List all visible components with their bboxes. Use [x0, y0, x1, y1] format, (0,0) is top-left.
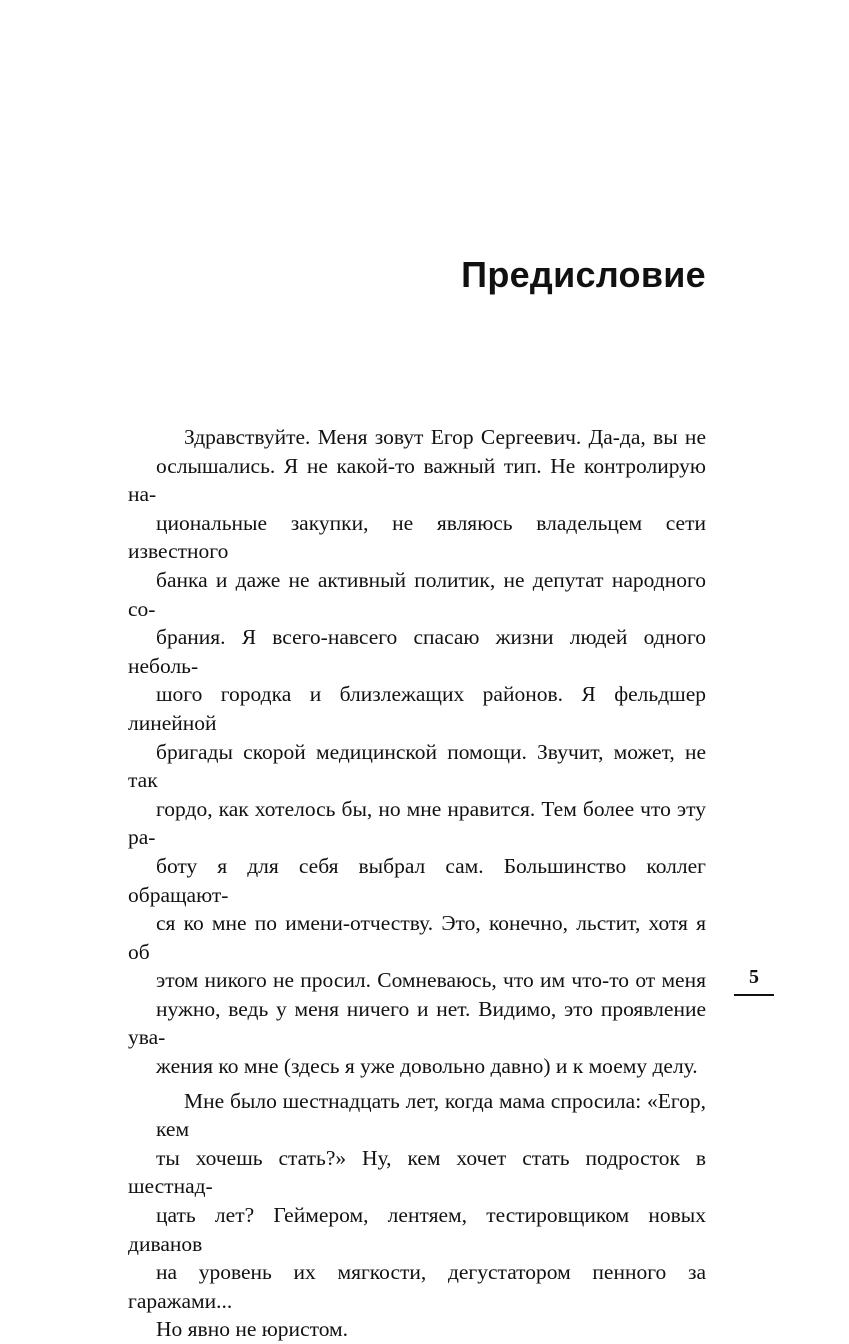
text-line: гордо, как хотелось бы, но мне нравится. Тем более что эту ра- — [128, 796, 706, 850]
text-line: жения ко мне (здесь я уже довольно давно) и к моему делу. — [156, 1054, 698, 1079]
page-number-rule — [734, 994, 774, 996]
text-line: брания. Я всего-навсего спасаю жизни людей одного неболь- — [128, 625, 706, 678]
paragraph-1 — [128, 423, 706, 1081]
text-line: циональные закупки, не являюсь владельцем сети известного — [128, 510, 706, 564]
paragraph-2 — [128, 1087, 706, 1344]
text-line: Здравствуйте. Меня зовут Егор Сергеевич. Да-да, вы не — [184, 425, 706, 449]
text-line: шого городка и близлежащих районов. Я фельдшер линейной — [128, 682, 706, 735]
text-line: Но явно не юристом. — [156, 1317, 349, 1342]
text-line: Мне было шестнадцать лет, когда мама спросила: «Егор, кем — [156, 1088, 706, 1142]
text-line: этом никого не просил. Сомневаюсь, что им что-то от меня — [156, 968, 706, 993]
text-line: цать лет? Геймером, лентяем, тестировщиком новых диванов — [128, 1203, 706, 1256]
text-line: ты хочешь стать?» Ну, кем хочет стать подросток в шестнад- — [128, 1145, 706, 1199]
text-line: ся ко мне по имени-отчеству. Это, конечно, льстит, хотя я об — [128, 911, 706, 964]
text-line: боту я для себя выбрал сам. Большинство коллег обращают- — [128, 853, 706, 907]
text-line: нужно, ведь у меня ничего и нет. Видимо, это проявление ува- — [128, 996, 706, 1050]
text-line: банка и даже не активный политик, не депутат народного со- — [128, 567, 706, 621]
chapter-title: Предисловие — [461, 254, 706, 295]
text-line: ослышались. Я не какой-то важный тип. Не контролирую на- — [128, 453, 706, 507]
body-text — [128, 423, 706, 1344]
text-line: на уровень их мягкости, дегустатором пенного за гаражами... — [128, 1260, 706, 1313]
page-number: 5 — [749, 966, 759, 988]
text-line: бригады скорой медицинской помощи. Звучит, может, не так — [128, 739, 706, 793]
